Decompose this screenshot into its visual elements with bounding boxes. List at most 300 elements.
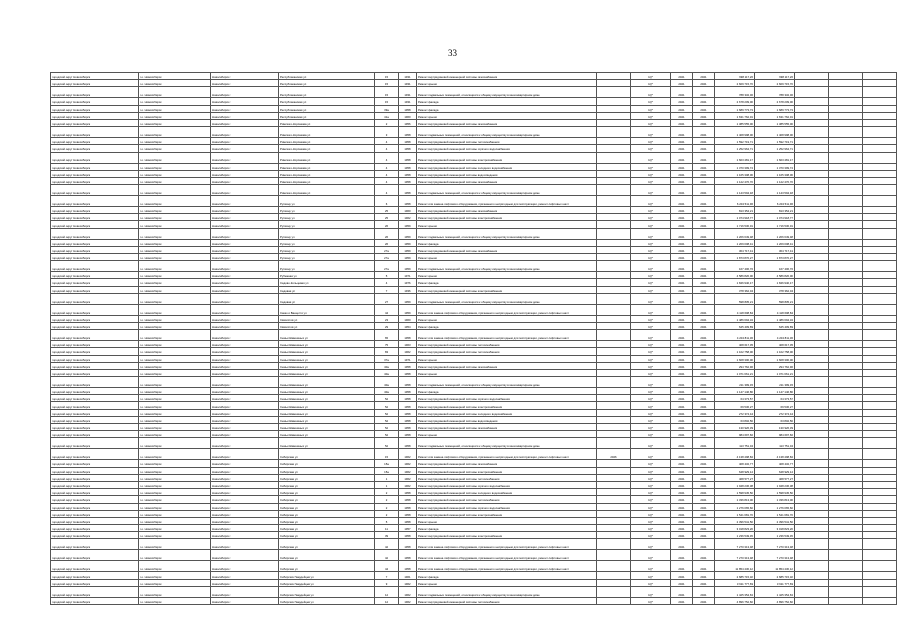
empty-cell bbox=[863, 293, 897, 304]
work-type-cell: Ремонт внутридомовой инженерной системы теплоснабжения bbox=[417, 597, 597, 604]
work-type-cell: Ремонт подвальных помещений, относящихся к общему имуществу в многоквартирном доме bbox=[417, 87, 597, 98]
empty-cell bbox=[795, 207, 829, 214]
work-type-cell: Ремонт фасада bbox=[417, 525, 597, 532]
empty-cell bbox=[863, 272, 897, 279]
year-start-cell: 2021 bbox=[671, 73, 693, 80]
city-district-cell: г.о. Новосибирск bbox=[139, 481, 211, 488]
table-row bbox=[51, 424, 897, 431]
period-cell: 1Q* bbox=[631, 163, 671, 170]
year-cell: 1931 bbox=[399, 87, 417, 98]
extra-cell bbox=[597, 239, 631, 246]
year-end-cell: 2021 bbox=[693, 438, 715, 449]
owner-cell: городской округ Новосибирск bbox=[51, 138, 139, 145]
cost-total-cell: 1 608 300,00 bbox=[755, 355, 795, 362]
cost-total-cell: 63 802,56 bbox=[755, 416, 795, 423]
year-start-cell: 2021 bbox=[671, 145, 693, 152]
street-cell: Сибирских Гвардейцев ул bbox=[279, 597, 375, 604]
table-row bbox=[51, 489, 897, 496]
year-cell: 1959 bbox=[399, 293, 417, 304]
empty-cell bbox=[829, 341, 863, 348]
settlement-cell: Новосибирск г bbox=[211, 185, 279, 196]
work-type-cell: Ремонт внутридомовой инженерной системы теплоснабжения bbox=[417, 348, 597, 355]
period-cell: 1Q* bbox=[631, 348, 671, 355]
city-district-cell: г.о. Новосибирск bbox=[139, 341, 211, 348]
year-end-cell: 2021 bbox=[693, 561, 715, 572]
year-start-cell: 2021 bbox=[671, 228, 693, 239]
street-cell: Сибирская ул bbox=[279, 481, 375, 488]
empty-cell bbox=[863, 170, 897, 177]
street-cell: Римского-Корсакова ул bbox=[279, 177, 375, 184]
settlement-cell: Новосибирск г bbox=[211, 539, 279, 550]
city-district-cell: г.о. Новосибирск bbox=[139, 474, 211, 481]
work-type-cell: Ремонт крыши bbox=[417, 112, 597, 119]
year-end-cell: 2021 bbox=[693, 228, 715, 239]
empty-cell bbox=[795, 145, 829, 152]
empty-cell bbox=[829, 539, 863, 550]
cost-cell: 1 846 940,17 bbox=[715, 279, 755, 286]
settlement-cell: Новосибирск г bbox=[211, 152, 279, 163]
empty-cell bbox=[863, 322, 897, 329]
extra-cell bbox=[597, 315, 631, 322]
city-district-cell: г.о. Новосибирск bbox=[139, 127, 211, 138]
cost-cell: 1 603 481,17 bbox=[715, 152, 755, 163]
year-cell: 1958 bbox=[399, 127, 417, 138]
empty-cell bbox=[795, 279, 829, 286]
period-cell: 1Q* bbox=[631, 286, 671, 293]
cost-total-cell: 1 071 661,21 bbox=[755, 369, 795, 376]
house-cell: 39 bbox=[375, 532, 399, 539]
period-cell: 1Q* bbox=[631, 481, 671, 488]
city-district-cell: г.о. Новосибирск bbox=[139, 503, 211, 510]
period-cell: 1Q* bbox=[631, 586, 671, 597]
year-start-cell: 2021 bbox=[671, 98, 693, 105]
year-start-cell: 2021 bbox=[671, 489, 693, 496]
settlement-cell: Новосибирск г bbox=[211, 163, 279, 170]
house-cell: 26 bbox=[375, 228, 399, 239]
extra-cell bbox=[597, 438, 631, 449]
work-type-cell: Ремонт крыши bbox=[417, 369, 597, 376]
period-cell: 1Q* bbox=[631, 80, 671, 87]
year-end-cell: 2021 bbox=[693, 597, 715, 604]
city-district-cell: г.о. Новосибирск bbox=[139, 550, 211, 561]
year-cell: 1958 bbox=[399, 377, 417, 388]
empty-cell bbox=[863, 239, 897, 246]
empty-cell bbox=[829, 98, 863, 105]
year-cell: 1958 bbox=[399, 362, 417, 369]
cost-cell: 1 143 594,18 bbox=[715, 185, 755, 196]
empty-cell bbox=[829, 572, 863, 579]
cost-total-cell: 4 204 811,30 bbox=[755, 330, 795, 341]
city-district-cell: г.о. Новосибирск bbox=[139, 489, 211, 496]
year-cell: 1962 bbox=[399, 474, 417, 481]
year-cell: 1958 bbox=[399, 105, 417, 112]
house-cell: 52 bbox=[375, 424, 399, 431]
empty-cell bbox=[829, 246, 863, 253]
table-row bbox=[51, 315, 897, 322]
year-start-cell: 2021 bbox=[671, 177, 693, 184]
house-cell: 2 bbox=[375, 503, 399, 510]
year-start-cell: 2021 bbox=[671, 460, 693, 467]
owner-cell: городской округ Новосибирск bbox=[51, 272, 139, 279]
year-cell: 1960 bbox=[399, 207, 417, 214]
empty-cell bbox=[795, 293, 829, 304]
settlement-cell: Новосибирск г bbox=[211, 138, 279, 145]
owner-cell: городской округ Новосибирск bbox=[51, 112, 139, 119]
cost-total-cell: 2 609 715,70 bbox=[755, 80, 795, 87]
empty-cell bbox=[829, 460, 863, 467]
work-type-cell: Ремонт крыши bbox=[417, 80, 597, 87]
house-cell: 2 bbox=[375, 496, 399, 503]
year-end-cell: 2021 bbox=[693, 119, 715, 126]
cost-total-cell: 1 598 945,50 bbox=[755, 489, 795, 496]
city-district-cell: г.о. Новосибирск bbox=[139, 152, 211, 163]
table-row bbox=[51, 98, 897, 105]
empty-cell bbox=[829, 163, 863, 170]
work-type-cell: Ремонт фасада bbox=[417, 279, 597, 286]
period-cell: 1Q* bbox=[631, 579, 671, 586]
year-start-cell: 2021 bbox=[671, 214, 693, 221]
street-cell: Римского-Корсакова ул bbox=[279, 163, 375, 170]
house-cell: 42 bbox=[375, 539, 399, 550]
empty-cell bbox=[795, 163, 829, 170]
period-cell: 1Q* bbox=[631, 228, 671, 239]
period-cell: 1Q* bbox=[631, 315, 671, 322]
year-cell: 1960 bbox=[399, 315, 417, 322]
table-row bbox=[51, 438, 897, 449]
table-row bbox=[51, 177, 897, 184]
settlement-cell: Новосибирск г bbox=[211, 517, 279, 524]
empty-cell bbox=[863, 177, 897, 184]
owner-cell: городской округ Новосибирск bbox=[51, 550, 139, 561]
city-district-cell: г.о. Новосибирск bbox=[139, 431, 211, 438]
empty-cell bbox=[829, 221, 863, 228]
empty-cell bbox=[829, 304, 863, 315]
year-cell: 1958 bbox=[399, 177, 417, 184]
empty-cell bbox=[795, 539, 829, 550]
year-cell: 1958 bbox=[399, 196, 417, 207]
city-district-cell: г.о. Новосибирск bbox=[139, 304, 211, 315]
city-district-cell: г.о. Новосибирск bbox=[139, 402, 211, 409]
owner-cell: городской округ Новосибирск bbox=[51, 286, 139, 293]
year-cell: 1931 bbox=[399, 98, 417, 105]
cost-total-cell: 698 117,20 bbox=[755, 73, 795, 80]
cost-total-cell: 1 236 549,45 bbox=[755, 532, 795, 539]
house-cell: 52 bbox=[375, 431, 399, 438]
city-district-cell: г.о. Новосибирск bbox=[139, 177, 211, 184]
year-end-cell: 2021 bbox=[693, 105, 715, 112]
settlement-cell: Новосибирск г bbox=[211, 348, 279, 355]
street-cell: Рупияну ул bbox=[279, 214, 375, 221]
cost-cell: 130 926,39 bbox=[715, 424, 755, 431]
owner-cell: городской округ Новосибирск bbox=[51, 119, 139, 126]
cost-cell: 4 138 498,84 bbox=[715, 449, 755, 460]
city-district-cell: г.о. Новосибирск bbox=[139, 293, 211, 304]
extra-cell bbox=[597, 177, 631, 184]
period-cell: 1Q* bbox=[631, 239, 671, 246]
cost-cell: 1 486 694,34 bbox=[715, 315, 755, 322]
empty-cell bbox=[863, 579, 897, 586]
table-row bbox=[51, 532, 897, 539]
table-row bbox=[51, 586, 897, 597]
street-cell: Садовая ул bbox=[279, 286, 375, 293]
empty-cell bbox=[795, 177, 829, 184]
year-cell: 1957 bbox=[399, 525, 417, 532]
period-cell: 1Q* bbox=[631, 246, 671, 253]
work-type-cell: Ремонт внутридомовой инженерной системы газоснабжения bbox=[417, 460, 597, 467]
table-row bbox=[51, 304, 897, 315]
empty-cell bbox=[829, 510, 863, 517]
house-cell: 5 bbox=[375, 517, 399, 524]
house-cell: 52 bbox=[375, 416, 399, 423]
period-cell: 1Q* bbox=[631, 597, 671, 604]
owner-cell: городской округ Новосибирск bbox=[51, 315, 139, 322]
empty-cell bbox=[829, 293, 863, 304]
street-cell: Сибирская ул bbox=[279, 496, 375, 503]
street-cell: Семьи Шамшиных ул bbox=[279, 416, 375, 423]
owner-cell: городской округ Новосибирск bbox=[51, 532, 139, 539]
year-cell: 1958 bbox=[399, 170, 417, 177]
house-cell: 52 bbox=[375, 395, 399, 402]
cost-total-cell: 1 425 354,63 bbox=[755, 586, 795, 597]
street-cell: Сибирская ул bbox=[279, 460, 375, 467]
extra-cell bbox=[597, 402, 631, 409]
table-row bbox=[51, 185, 897, 196]
cost-cell: 4 204 811,30 bbox=[715, 330, 755, 341]
empty-cell bbox=[863, 460, 897, 467]
year-start-cell: 2021 bbox=[671, 402, 693, 409]
table-row bbox=[51, 561, 897, 572]
street-cell: Римского-Корсакова ул bbox=[279, 119, 375, 126]
empty-cell bbox=[829, 152, 863, 163]
house-cell: 41а bbox=[375, 112, 399, 119]
period-cell: 1Q* bbox=[631, 138, 671, 145]
period-cell: 1Q* bbox=[631, 355, 671, 362]
empty-cell bbox=[863, 98, 897, 105]
empty-cell bbox=[795, 481, 829, 488]
city-district-cell: г.о. Новосибирск bbox=[139, 196, 211, 207]
street-cell: Сибирская ул bbox=[279, 525, 375, 532]
year-start-cell: 2021 bbox=[671, 196, 693, 207]
empty-cell bbox=[829, 261, 863, 272]
owner-cell: городской округ Новосибирск bbox=[51, 597, 139, 604]
house-cell: 15 bbox=[375, 87, 399, 98]
period-cell: 1Q* bbox=[631, 221, 671, 228]
empty-cell bbox=[829, 73, 863, 80]
year-end-cell: 2021 bbox=[693, 362, 715, 369]
city-district-cell: г.о. Новосибирск bbox=[139, 73, 211, 80]
street-cell: Сибирских Гвардейцев ул bbox=[279, 586, 375, 597]
empty-cell bbox=[829, 127, 863, 138]
table-row bbox=[51, 481, 897, 488]
owner-cell: городской округ Новосибирск bbox=[51, 105, 139, 112]
owner-cell: городской округ Новосибирск bbox=[51, 196, 139, 207]
cost-cell: 1 598 945,50 bbox=[715, 489, 755, 496]
empty-cell bbox=[863, 87, 897, 98]
owner-cell: городской округ Новосибирск bbox=[51, 80, 139, 87]
empty-cell bbox=[863, 467, 897, 474]
work-type-cell: Ремонт крыши bbox=[417, 517, 597, 524]
house-cell: 27а bbox=[375, 254, 399, 261]
period-cell: 1Q* bbox=[631, 127, 671, 138]
empty-cell bbox=[829, 170, 863, 177]
street-cell: Сакко и Ванцетти ул bbox=[279, 304, 375, 315]
extra-cell bbox=[597, 460, 631, 467]
cost-cell: 788 332,00 bbox=[715, 87, 755, 98]
table-row bbox=[51, 80, 897, 87]
house-cell: 39а bbox=[375, 105, 399, 112]
extra-cell bbox=[597, 431, 631, 438]
owner-cell: городской округ Новосибирск bbox=[51, 517, 139, 524]
city-district-cell: г.о. Новосибирск bbox=[139, 388, 211, 395]
street-cell: Рупияну ул bbox=[279, 228, 375, 239]
year-start-cell: 2021 bbox=[671, 539, 693, 550]
cost-cell: 1 209 008,41 bbox=[715, 239, 755, 246]
owner-cell: городской округ Новосибирск bbox=[51, 163, 139, 170]
work-type-cell: Ремонт подвальных помещений, относящихся к общему имуществу в многоквартирном доме bbox=[417, 293, 597, 304]
empty-cell bbox=[795, 341, 829, 348]
house-cell: 26 bbox=[375, 239, 399, 246]
house-cell: 26 bbox=[375, 221, 399, 228]
empty-cell bbox=[829, 369, 863, 376]
street-cell: Сибирская ул bbox=[279, 510, 375, 517]
settlement-cell: Новосибирск г bbox=[211, 355, 279, 362]
cost-cell: 69 536,27 bbox=[715, 402, 755, 409]
year-cell: 1958 bbox=[399, 388, 417, 395]
city-district-cell: г.о. Новосибирск bbox=[139, 185, 211, 196]
empty-cell bbox=[863, 586, 897, 597]
settlement-cell: Новосибирск г bbox=[211, 254, 279, 261]
house-cell: 52 bbox=[375, 409, 399, 416]
settlement-cell: Новосибирск г bbox=[211, 170, 279, 177]
table-row bbox=[51, 449, 897, 460]
extra-cell bbox=[597, 467, 631, 474]
year-end-cell: 2021 bbox=[693, 330, 715, 341]
city-district-cell: г.о. Новосибирск bbox=[139, 98, 211, 105]
cost-cell: 1 948 236,38 bbox=[715, 481, 755, 488]
cost-total-cell: 2 685 715,32 bbox=[755, 572, 795, 579]
empty-cell bbox=[863, 489, 897, 496]
settlement-cell: Новосибирск г bbox=[211, 481, 279, 488]
cost-total-cell: 4 118 608,84 bbox=[755, 304, 795, 315]
empty-cell bbox=[829, 214, 863, 221]
empty-cell bbox=[863, 416, 897, 423]
extra-cell bbox=[597, 525, 631, 532]
work-type-cell: Ремонт крыши bbox=[417, 315, 597, 322]
empty-cell bbox=[863, 474, 897, 481]
year-start-cell: 2021 bbox=[671, 261, 693, 272]
owner-cell: городской округ Новосибирск bbox=[51, 87, 139, 98]
empty-cell bbox=[795, 449, 829, 460]
settlement-cell: Новосибирск г bbox=[211, 586, 279, 597]
city-district-cell: г.о. Новосибирск bbox=[139, 362, 211, 369]
extra-cell bbox=[597, 481, 631, 488]
year-cell: 1958 bbox=[399, 409, 417, 416]
cost-cell: 1 074 918,77 bbox=[715, 214, 755, 221]
house-cell: 52 bbox=[375, 438, 399, 449]
year-end-cell: 2021 bbox=[693, 481, 715, 488]
cost-total-cell: 64 373,57 bbox=[755, 395, 795, 402]
cost-total-cell: 1 276 065,60 bbox=[755, 503, 795, 510]
period-cell: 1Q* bbox=[631, 152, 671, 163]
year-cell: 1962 bbox=[399, 579, 417, 586]
cost-cell: 4 586 820,00 bbox=[715, 272, 755, 279]
year-start-cell: 2021 bbox=[671, 80, 693, 87]
empty-cell bbox=[795, 152, 829, 163]
year-cell: 1962 bbox=[399, 348, 417, 355]
owner-cell: городской округ Новосибирск bbox=[51, 525, 139, 532]
year-start-cell: 2021 bbox=[671, 207, 693, 214]
work-type-cell: Ремонт внутридомовой инженерной системы электроснабжения bbox=[417, 532, 597, 539]
cost-cell: 2 685 715,32 bbox=[715, 572, 755, 579]
city-district-cell: г.о. Новосибирск bbox=[139, 330, 211, 341]
year-end-cell: 2021 bbox=[693, 214, 715, 221]
table-row bbox=[51, 460, 897, 467]
settlement-cell: Новосибирск г bbox=[211, 460, 279, 467]
page-number: 33 bbox=[448, 48, 457, 58]
empty-cell bbox=[829, 119, 863, 126]
cost-total-cell: 1 370 399,74 bbox=[755, 163, 795, 170]
cost-total-cell: 113 751,04 bbox=[755, 438, 795, 449]
empty-cell bbox=[863, 377, 897, 388]
settlement-cell: Новосибирск г bbox=[211, 424, 279, 431]
street-cell: Связистов ул bbox=[279, 322, 375, 329]
year-end-cell: 2021 bbox=[693, 341, 715, 348]
cost-total-cell: 11 854 430,12 bbox=[755, 561, 795, 572]
empty-cell bbox=[863, 145, 897, 152]
owner-cell: городской округ Новосибирск bbox=[51, 424, 139, 431]
work-type-cell: Ремонт фасада bbox=[417, 572, 597, 579]
cost-cell: 3 611 777,69 bbox=[715, 579, 755, 586]
year-start-cell: 2021 bbox=[671, 293, 693, 304]
owner-cell: городской округ Новосибирск bbox=[51, 431, 139, 438]
cost-cell: 1 541 681,70 bbox=[715, 510, 755, 517]
cost-cell: 1 716 530,01 bbox=[715, 221, 755, 228]
year-cell: 1960 bbox=[399, 112, 417, 119]
empty-cell bbox=[795, 550, 829, 561]
empty-cell bbox=[863, 532, 897, 539]
cost-total-cell: 4 138 498,84 bbox=[755, 449, 795, 460]
extra-cell bbox=[597, 474, 631, 481]
empty-cell bbox=[829, 362, 863, 369]
cost-total-cell: 2 396 541,50 bbox=[755, 517, 795, 524]
street-cell: Римского-Корсакова ул bbox=[279, 152, 375, 163]
cost-cell: 1 252 964,71 bbox=[715, 145, 755, 152]
empty-cell bbox=[829, 597, 863, 604]
empty-cell bbox=[863, 496, 897, 503]
empty-cell bbox=[863, 539, 897, 550]
cost-cell: 1 873 870,27 bbox=[715, 254, 755, 261]
settlement-cell: Новосибирск г bbox=[211, 196, 279, 207]
year-start-cell: 2021 bbox=[671, 561, 693, 572]
year-end-cell: 2021 bbox=[693, 163, 715, 170]
cost-cell: 468 577,27 bbox=[715, 474, 755, 481]
street-cell: Римского-Корсакова ул bbox=[279, 138, 375, 145]
year-cell: 1962 bbox=[399, 586, 417, 597]
city-district-cell: г.о. Новосибирск bbox=[139, 369, 211, 376]
extra-cell bbox=[597, 261, 631, 272]
period-cell: 1Q* bbox=[631, 424, 671, 431]
work-type-cell: Ремонт внутридомовой инженерной системы холодного водоснабжения bbox=[417, 489, 597, 496]
cost-cell: 408 432,77 bbox=[715, 460, 755, 467]
settlement-cell: Новосибирск г bbox=[211, 98, 279, 105]
house-cell: 15а bbox=[375, 467, 399, 474]
cost-total-cell: 1 846 940,17 bbox=[755, 279, 795, 286]
empty-cell bbox=[863, 431, 897, 438]
settlement-cell: Новосибирск г bbox=[211, 246, 279, 253]
empty-cell bbox=[829, 525, 863, 532]
cost-total-cell: 272 374,44 bbox=[755, 409, 795, 416]
year-cell: 1958 bbox=[399, 330, 417, 341]
